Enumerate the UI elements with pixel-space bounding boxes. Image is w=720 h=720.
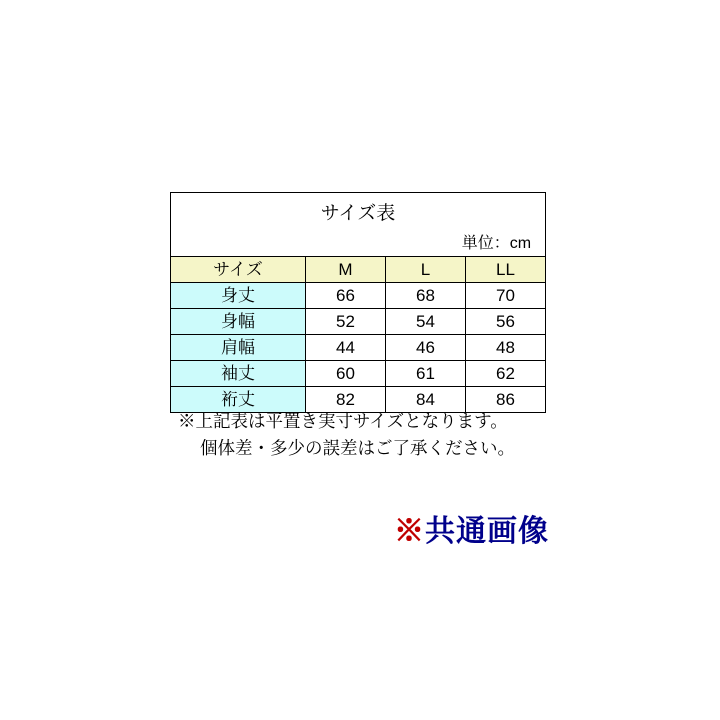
- cell-0-ll: 70: [466, 283, 546, 309]
- cell-0-l: 68: [386, 283, 466, 309]
- row-label-0: 身丈: [171, 283, 306, 309]
- table-header-row: [171, 257, 546, 283]
- header-cell-m: M: [306, 257, 386, 283]
- cell-3-ll: 62: [466, 361, 546, 387]
- cell-3-l: 61: [386, 361, 466, 387]
- cell-4-ll: 86: [466, 387, 546, 413]
- row-label-1: 身幅: [171, 309, 306, 335]
- header-cell-l: L: [386, 257, 466, 283]
- row-label-2: 肩幅: [171, 335, 306, 361]
- cell-2-l: 46: [386, 335, 466, 361]
- table-title-cell: [171, 193, 546, 257]
- table-title-row: [171, 193, 546, 257]
- cell-3-m: 60: [306, 361, 386, 387]
- cell-0-m: 66: [306, 283, 386, 309]
- table-unit: 単位：cm: [461, 235, 532, 252]
- table-row: [171, 361, 546, 387]
- table-row: [171, 335, 546, 361]
- common-image-mark: [394, 506, 549, 550]
- header-cell-size: サイズ: [171, 257, 306, 283]
- row-label-3: 袖丈: [171, 361, 306, 387]
- size-table: [170, 192, 546, 413]
- table-title: サイズ表: [320, 203, 396, 224]
- note-line-1: ※上記表は平置き実寸サイズとなります。: [178, 411, 508, 431]
- cell-4-m: 82: [306, 387, 386, 413]
- note-line-2: 個体差・多少の誤差はご了承ください。: [200, 438, 515, 459]
- cell-1-ll: 56: [466, 309, 546, 335]
- cell-1-l: 54: [386, 309, 466, 335]
- table-row: [171, 283, 546, 309]
- table-row: [171, 309, 546, 335]
- size-table-container: [170, 192, 545, 413]
- cell-2-ll: 48: [466, 335, 546, 361]
- cell-4-l: 84: [386, 387, 466, 413]
- cell-2-m: 44: [306, 335, 386, 361]
- asterisk-icon: ※: [394, 515, 425, 548]
- notes-block: [178, 408, 578, 462]
- common-image-label: 共通画像: [425, 515, 549, 548]
- row-label-4: 裄丈: [171, 387, 306, 413]
- header-cell-ll: LL: [466, 257, 546, 283]
- cell-1-m: 52: [306, 309, 386, 335]
